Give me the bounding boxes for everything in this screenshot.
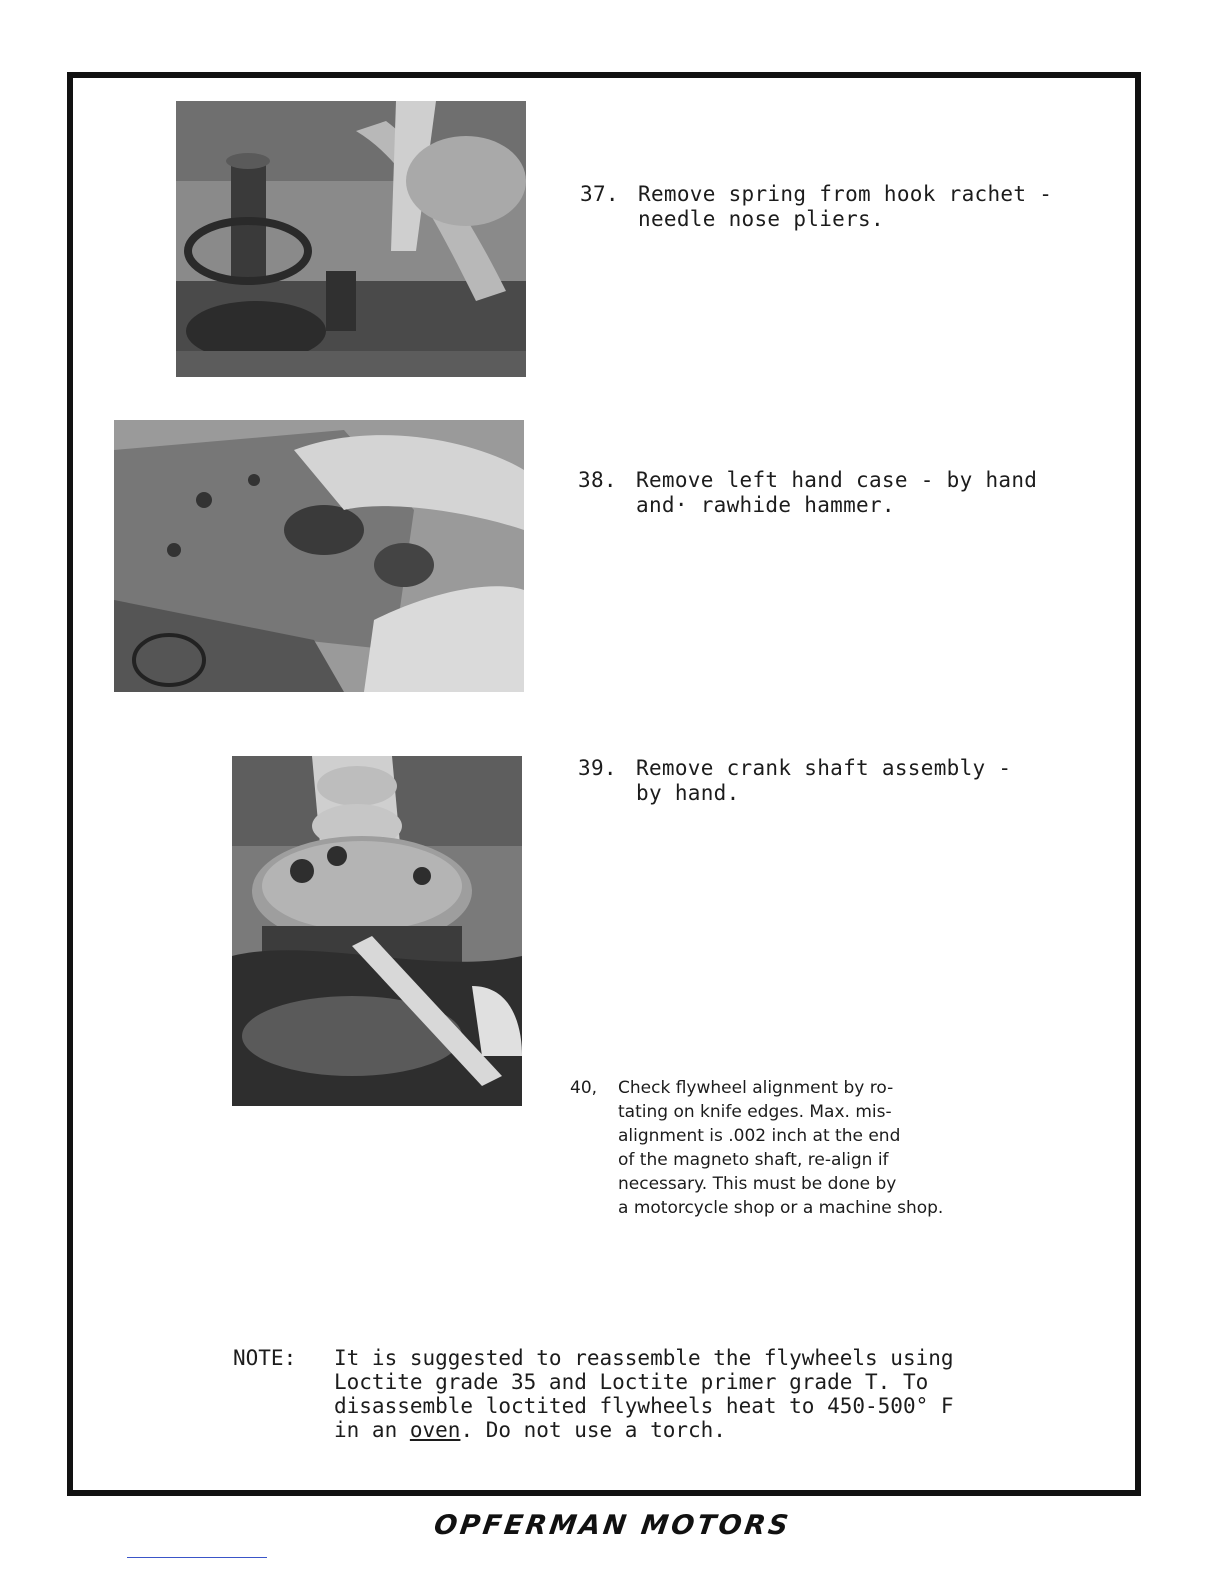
- step-37: [580, 182, 1052, 232]
- step-text-line: by hand.: [636, 781, 740, 805]
- photo-step-37: [176, 101, 526, 377]
- brand-logo: OPFERMAN MOTORS: [432, 1510, 793, 1541]
- note-text: . Do not use a torch.: [460, 1418, 726, 1442]
- photo-step-38: [114, 420, 524, 692]
- step-text-line: alignment is .002 inch at the end: [618, 1126, 901, 1146]
- step-39: [578, 756, 1011, 806]
- note-text: in an: [334, 1418, 410, 1442]
- note-line: [334, 1418, 1054, 1442]
- step-number: 38.: [578, 468, 617, 492]
- step-text-line: and· rawhide hammer.: [636, 493, 895, 517]
- step-text-line: Remove crank shaft assembly -: [636, 756, 1012, 780]
- step-text-line: tating on knife edges. Max. mis-: [618, 1102, 892, 1122]
- note-emphasis: oven: [409, 1418, 461, 1442]
- note-body: [334, 1346, 1054, 1442]
- step-38: [578, 468, 1037, 518]
- note-label: NOTE:: [233, 1346, 297, 1370]
- footer-rule: [127, 1557, 267, 1558]
- step-text-line: Remove spring from hook rachet -: [638, 182, 1053, 206]
- photo-step-39: [232, 756, 522, 1106]
- step-40: [570, 1076, 943, 1220]
- step-text-line: Check flywheel alignment by ro-: [618, 1078, 894, 1098]
- step-text-line: a motorcycle shop or a machine shop.: [618, 1198, 944, 1218]
- step-text-line: Remove left hand case - by hand: [636, 468, 1038, 492]
- step-number: 37.: [580, 182, 619, 206]
- step-text-line: needle nose pliers.: [638, 207, 884, 231]
- note-line: Loctite grade 35 and Loctite primer grade T. To: [334, 1370, 929, 1394]
- step-text-line: necessary. This must be done by: [618, 1174, 897, 1194]
- step-text-line: of the magneto shaft, re-align if: [618, 1150, 889, 1170]
- step-number: 40,: [570, 1078, 598, 1098]
- step-number: 39.: [578, 756, 617, 780]
- note-line: disassemble loctited flywheels heat to 450-500° F: [334, 1394, 954, 1418]
- note-line: It is suggested to reassemble the flywheels using: [334, 1346, 954, 1370]
